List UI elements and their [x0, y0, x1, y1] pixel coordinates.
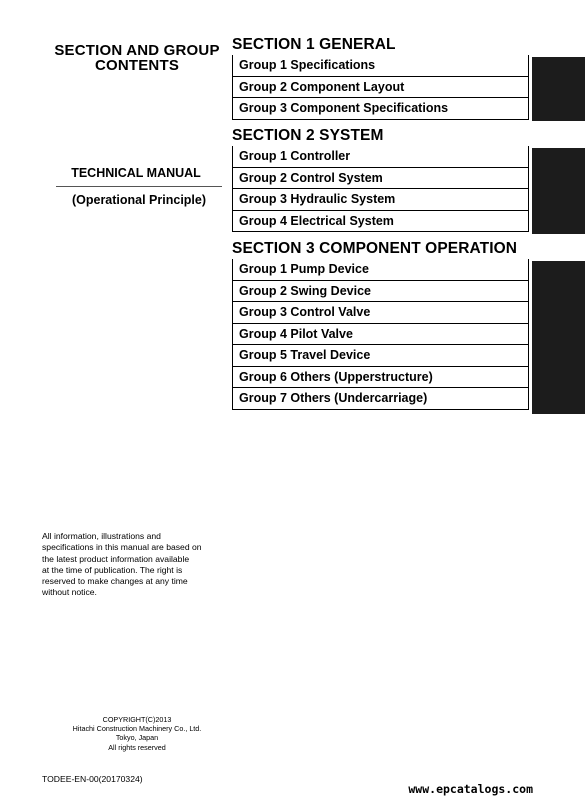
section-title: SECTION 1 GENERAL: [232, 36, 396, 53]
watermark-text: www.epcatalogs.com: [408, 782, 533, 796]
group-link[interactable]: Group 4 Pilot Valve: [232, 324, 529, 346]
group-link[interactable]: Group 3 Control Valve: [232, 302, 529, 324]
group-link[interactable]: Group 4 Electrical System: [232, 211, 529, 233]
group-link[interactable]: Group 3 Component Specifications: [232, 98, 529, 120]
disclaimer-line: specifications in this manual are based on: [42, 542, 202, 553]
section-title: SECTION 3 COMPONENT OPERATION: [232, 240, 518, 257]
disclaimer-text: [42, 531, 222, 599]
group-link[interactable]: Group 2 Swing Device: [232, 281, 529, 303]
group-list: [232, 259, 585, 410]
document-code: TODEE-EN-00(20170324): [42, 774, 143, 784]
disclaimer-line: reserved to make changes at any time: [42, 576, 188, 587]
group-list: [232, 146, 585, 232]
copyright-line: Hitachi Construction Machinery Co., Ltd.: [72, 724, 202, 734]
contents-title: [40, 43, 234, 73]
copyright-notice: [62, 715, 212, 752]
group-link[interactable]: Group 1 Pump Device: [232, 259, 529, 281]
group-link[interactable]: Group 1 Specifications: [232, 55, 529, 77]
group-link[interactable]: Group 2 Control System: [232, 168, 529, 190]
section-3: [232, 239, 585, 410]
group-link[interactable]: Group 3 Hydraulic System: [232, 189, 529, 211]
disclaimer-line: All information, illustrations and: [42, 531, 161, 541]
group-link[interactable]: Group 5 Travel Device: [232, 345, 529, 367]
section-2: [232, 126, 585, 232]
group-link[interactable]: Group 7 Others (Undercarriage): [232, 388, 529, 410]
section-title: SECTION 2 SYSTEM: [232, 127, 384, 144]
section-tab: [532, 148, 585, 234]
disclaimer-line: without notice.: [42, 587, 97, 598]
group-link[interactable]: Group 6 Others (Upperstructure): [232, 367, 529, 389]
group-link[interactable]: Group 2 Component Layout: [232, 77, 529, 99]
section-tab: [532, 261, 585, 414]
manual-type: TECHNICAL MANUAL: [71, 166, 201, 180]
title-divider: [56, 186, 222, 187]
copyright-line: COPYRIGHT(C)2013: [102, 715, 172, 724]
section-1: [232, 35, 585, 120]
disclaimer-line: at the time of publication. The right is: [42, 564, 183, 575]
group-link[interactable]: Group 1 Controller: [232, 146, 529, 168]
group-list: [232, 55, 585, 120]
disclaimer-line: the latest product information available: [42, 553, 190, 564]
section-tab: [532, 57, 585, 121]
manual-subtitle: (Operational Principle): [71, 193, 207, 207]
contents-title-line-1: SECTION AND GROUP: [54, 42, 220, 59]
copyright-line: All rights reserved: [108, 742, 166, 752]
copyright-line: Tokyo, Japan: [115, 733, 159, 743]
contents-title-line-2: CONTENTS: [94, 57, 180, 74]
